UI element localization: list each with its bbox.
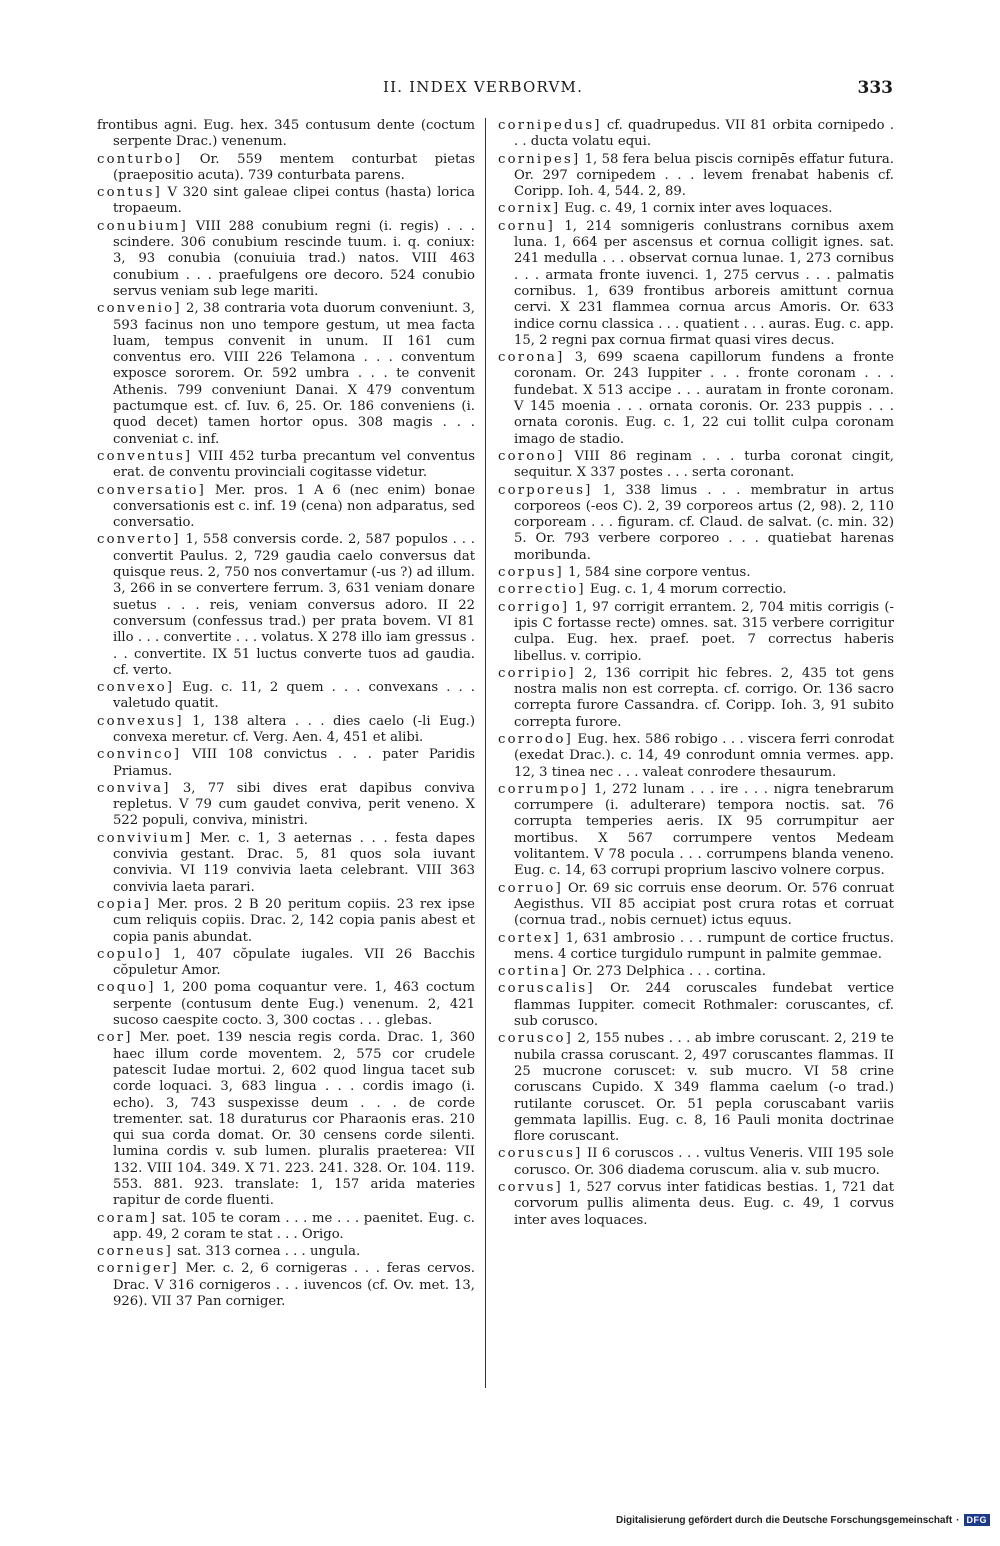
- headword: cor]: [97, 1030, 133, 1046]
- page-number: 333: [857, 78, 893, 98]
- index-entry: [97, 185, 475, 218]
- entry-text: sat. 313 cornea . . . ungula.: [172, 1244, 361, 1260]
- headword: correctio]: [498, 582, 586, 598]
- index-entry: [97, 152, 475, 185]
- entry-text: 1, 338 limus . . . membratur in artus corporeos (-eos C). 2, 39 corporeos artus (2, 98). 2, 110 corpoream . . . figuram. cf. Claud. de salvat. (c. min. 32) 5. Or. 793 verbere corporeo . . . quatiebat harenas moribunda.: [514, 482, 894, 563]
- headword: conviva]: [97, 780, 171, 796]
- headword: corono]: [498, 448, 565, 464]
- digitization-credit: Digitalisierung gefördert durch die Deutsche Forschungsgemeinschaft · DFG: [616, 1514, 990, 1526]
- headword: copulo]: [97, 946, 162, 962]
- index-entry: [97, 483, 475, 532]
- index-entry: [97, 219, 475, 300]
- entry-text: Mer. c. 1, 3 aeternas . . . festa dapes convivia gestant. Drac. 5, 81 quos sola iuvant convivia. VI 119 convivia laeta celebrant. VIII 363 convivia laeta parari.: [113, 830, 475, 895]
- headword: convenio]: [97, 301, 182, 317]
- headword: corripio]: [498, 665, 576, 681]
- index-entry: [97, 680, 475, 713]
- headword: cornipedus]: [498, 118, 602, 133]
- index-entry: [97, 118, 475, 151]
- index-entry: [97, 947, 475, 980]
- entry-text: Mer. pros. 2 B 20 peritum copiis. 23 rex ipse cum reliquis copiis. Drac. 2, 142 copia panis abest et copia panis abundat.: [113, 896, 475, 945]
- index-entry: [498, 565, 894, 581]
- entry-text: VIII 452 turba precantum vel conventus erat. de conventu provinciali cogitasse videtur.: [113, 448, 475, 481]
- index-entry: [498, 1031, 894, 1145]
- headword: convexus]: [97, 713, 184, 729]
- entry-text: 3, 699 scaena capillorum fundens a fronte coronam. Or. 243 Iuppiter . . . fronte coronam . . . fundebat. X 513 accipe . . . auratam in fronte coronam. V 145 moenia . . . ornata coronis. Or. 233 puppis . . . ornata coronis. Eug. c. 1, 22 cui tollit culpa coronam imago de stadio.: [514, 350, 894, 447]
- headword: cornu]: [498, 218, 555, 234]
- headword: cornix]: [498, 201, 561, 217]
- headword: cornipes]: [498, 151, 581, 167]
- headword: convinco]: [97, 747, 182, 763]
- headword: copia]: [97, 896, 152, 912]
- entry-text: VIII 108 convictus . . . pater Paridis Priamus.: [113, 747, 475, 779]
- right-column: [498, 118, 894, 1230]
- entry-text: Or. 69 sic corruis ense deorum. Or. 576 conruat Aegisthus. VII 85 accipiat post crura rotas et corruat (cornua trad., nobis cernuet) ictus equus.: [514, 880, 894, 929]
- entry-text: 1, 97 corrigit errantem. 2, 704 mitis corrigis (-ipis C fortasse recte) omnes. sat. 315 verbere corrigitur culpa. Eug. hex. praef. poet. 7 correctus haberis libellus. v. corripio.: [514, 599, 894, 664]
- entry-text: Eug. c. 49, 1 cornix inter aves loquaces.: [560, 201, 833, 217]
- entry-text: Or. 559 mentem conturbat pietas (praepositio acuta). 739 conturbata parens.: [113, 151, 475, 183]
- entry-text: Or. 244 coruscales fundebat vertice flammas Iuppiter. comecit Rothmaler: coruscantes, cf. sub corusco.: [514, 981, 894, 1030]
- index-entry: [97, 1030, 475, 1209]
- entry-text: Mer. c. 2, 6 cornigeras . . . feras cervos. Drac. V 316 cornigeros . . . iuvencos (cf. Ov. met. 13, 926). VII 37 Pan corniger.: [113, 1261, 475, 1310]
- headword: corusco]: [498, 1031, 573, 1047]
- index-entry: [97, 532, 475, 679]
- index-entry: [498, 350, 894, 448]
- headword: corrodo]: [498, 731, 573, 747]
- headword: coruscus]: [498, 1146, 583, 1162]
- entry-text: Or. 273 Delphica . . . cortina.: [568, 964, 766, 980]
- index-entry: [97, 747, 475, 780]
- entry-text: 1, 527 corvus inter fatidicas bestias. 1, 721 dat corvorum pullis alimenta deus. Eug. c. 49, 1 corvus inter aves loquaces.: [514, 1180, 894, 1228]
- entry-text: Mer. poet. 139 nescia regis corda. Drac. 1, 360 haec illum corde moventem. 2, 575 cor crudele patescit Iudae mortui. 2, 602 quod lingua tacet sub corde loquaci. 3, 683 lingua . . . cordis imago (i. echo). 3, 743 suspexisse deum . . . de corde trementer. sat. 18 duraturus cor Pharaonis eras. 210 qui sua corda domat. Or. 30 censens corde silenti. lumina cordis v. sub lumen. pluralis praeterea: VII 132. VIII 104. 349. X 71. 223. 241. 328. Or. 104. 119. 553. 881. 923. translate: 1, 157 arida materies rapitur de corde fluenti.: [113, 1030, 475, 1209]
- entry-text: frontibus agni. Eug. hex. 345 contusum dente (coctum serpente Drac.) venenum.: [97, 118, 475, 150]
- index-entry: [97, 831, 475, 896]
- index-entry: [498, 449, 894, 482]
- headword: convexo]: [97, 680, 175, 696]
- headword: corruo]: [498, 880, 563, 896]
- headword: conversatio]: [97, 482, 207, 498]
- index-entry: [498, 732, 894, 781]
- entry-text: 1, 214 somnigeris conlustrans cornibus axem luna. 1, 664 per ascensus et cornua colligit ignes. sat. 241 medulla . . . observat cornua lunae. 1, 273 cornibus . . . armata fronte iuvenci. 1, 275 cervus . . . palmatis cornibus. 1, 639 frontibus arboreis amittunt cornua cervi. X 231 flammea cornua arcus Amoris. Or. 633 indice cornu classica . . . quatient . . . auras. Eug. c. app. 15, 2 regni pax cornua firmat quasi vires decus.: [514, 218, 894, 348]
- entry-text: sat. 105 te coram . . . me . . . paenitet. Eug. c. app. 49, 2 coram te stat . . . Origo.: [113, 1210, 475, 1242]
- entry-text: cf. quadrupedus. VII 81 orbita cornipedo . . . ducta volatu equi.: [514, 118, 894, 150]
- index-entry: [97, 714, 475, 747]
- index-entry: [498, 582, 894, 598]
- entry-text: Eug. hex. 586 robigo . . . viscera ferri conrodat (exedat Drac.). c. 14, 49 conrodunt omnia vermes. app. 12, 3 tinea nec . . . valeat conrodere thesaurum.: [514, 731, 894, 780]
- headword: conubium]: [97, 218, 188, 234]
- running-header: [0, 78, 1000, 102]
- index-entry: [97, 1211, 475, 1244]
- entry-text: 2, 136 corripit hic febres. 2, 435 tot gens nostra malis non est correpta. cf. corrigo. Or. 136 sacro correpta furore Cassandra. cf. Coripp. Ioh. 3, 91 subito correpta furore.: [514, 665, 894, 730]
- headword: cortina]: [498, 964, 569, 980]
- entry-text: 1, 138 altera . . . dies caelo (-li Eug.) convexa meretur. cf. Verg. Aen. 4, 451 et alibi.: [113, 713, 475, 745]
- entry-text: Mer. pros. 1 A 6 (nec enim) bonae conversationis est c. inf. 19 (cena) non adparatus, sed conversatio.: [113, 482, 475, 531]
- index-entry: [97, 1261, 475, 1310]
- headword: corporeus]: [498, 482, 593, 498]
- column-divider: [485, 118, 486, 1388]
- headword: corrumpo]: [498, 781, 589, 797]
- entry-text: 1, 584 sine corpore ventus.: [563, 565, 751, 581]
- headword: converto]: [97, 532, 181, 548]
- index-entry: [498, 1180, 894, 1229]
- index-entry: [97, 980, 475, 1029]
- entry-text: 2, 155 nubes . . . ab imbre coruscant. 2, 219 te nubila crassa coruscant. 2, 497 coruscantes flammas. II 25 mucrone coruscet: v. sub mucro. VI 58 crine coruscans Cupido. X 349 flamma caelum (-o trad.) rutilante coruscet. Or. 51 pepla coruscabant variis gemmata lapillis. Eug. c. 8, 16 Pauli monita doctrinae flore coruscant.: [514, 1031, 894, 1145]
- headword: conturbo]: [97, 151, 183, 167]
- headword: convivium]: [97, 830, 193, 846]
- headword: conventus]: [97, 448, 193, 464]
- headword: coruscalis]: [498, 981, 595, 997]
- index-entry: [97, 449, 475, 482]
- index-entry: [498, 483, 894, 564]
- headword: corniger]: [97, 1261, 179, 1277]
- headword: coquo]: [97, 980, 156, 996]
- entry-text: Eug. c. 1, 4 morum correctio.: [585, 582, 787, 598]
- headword: corneus]: [97, 1244, 173, 1260]
- index-entry: [97, 1244, 475, 1260]
- left-column: [97, 118, 475, 1311]
- entry-text: VIII 288 conubium regni (i. regis) . . . scindere. 306 conubium rescinde tuum. i. q. coniux: 3, 93 conubia (conuiuia trad.) natos. VIII 463 conubium . . . praefulgens ore decoro. 524 conubio servus veniam sub lege mariti.: [113, 218, 475, 299]
- entry-text: 1, 58 fera belua piscis cornipēs effatur futura. Or. 297 cornipedem . . . levem frenabat habenis cf. Coripp. Ioh. 4, 544. 2, 89.: [514, 151, 894, 200]
- index-entry: [498, 152, 894, 201]
- index-entry: [498, 931, 894, 964]
- entry-text: V 320 sint galeae clipei contus (hasta) lorica tropaeum.: [113, 185, 475, 217]
- headword: corona]: [498, 350, 565, 366]
- index-entry: [498, 964, 894, 980]
- index-entry: [498, 219, 894, 349]
- index-entry: [498, 201, 894, 217]
- headword: cortex]: [498, 930, 561, 946]
- index-entry: [97, 897, 475, 946]
- entry-text: Eug. c. 11, 2 quem . . . convexans . . . valetudo quatit.: [113, 680, 475, 712]
- index-entry: [498, 118, 894, 151]
- entry-text: 1, 272 lunam . . . ire . . . nigra tenebrarum corrumpere (i. adulterare) tempora noctis. sat. 76 corrupta temperies aeris. IX 95 corrumpitur aer mortibus. X 567 corrumpere ventos Medeam volitantem. V 78 pocula . . . corrumpens blanda veneno. Eug. c. 14, 63 corrupi proprium lascivo volnere corpus.: [514, 781, 894, 879]
- headword: coram]: [97, 1210, 158, 1226]
- entry-text: II 6 coruscos . . . vultus Veneris. VIII 195 sole corusco. Or. 306 diadema coruscum. alia v. sub mucro.: [514, 1146, 894, 1178]
- index-entry: [97, 781, 475, 830]
- headword: corrigo]: [498, 599, 570, 615]
- entry-text: 1, 631 ambrosio . . . rumpunt de cortice fructus. mens. 4 cortice turgidulo rumpunt in palmite gemmae.: [514, 930, 894, 962]
- entry-text: 1, 200 poma coquantur vere. 1, 463 coctum serpente (contusum dente Eug.) venenum. 2, 421 sucoso caespite cocto. 3, 300 coctas . . . glebas.: [113, 980, 475, 1029]
- index-entry: [498, 881, 894, 930]
- index-entry: [97, 301, 475, 448]
- index-entry: [498, 782, 894, 880]
- dfg-logo: DFG: [964, 1514, 991, 1526]
- running-title: II. INDEX VERBORVM.: [383, 78, 584, 96]
- index-entry: [498, 600, 894, 665]
- headword: corpus]: [498, 565, 564, 581]
- entry-text: 1, 407 cŏpulate iugales. VII 26 Bacchis cŏpuletur Amor.: [113, 946, 475, 979]
- index-entry: [498, 1146, 894, 1179]
- index-entry: [498, 666, 894, 731]
- headword: contus]: [97, 185, 162, 201]
- entry-text: 1, 558 conversis corde. 2, 587 populos . . . convertit Paulus. 2, 729 gaudia caelo conversus dat quisque reus. 2, 750 nos convertamur (-us ?) ad illum. 3, 266 in se convertere ferrum. 3, 631 veniam donare suetus . . . reis, veniam conversus adoro. II 22 conversum (confessus trad.) per prata bovem. VI 81 illo . . . convertite . . . volatus. X 278 illo iam gressus . . . convertite. IX 51 luctus converte tuos ad gaudia. cf. verto.: [113, 532, 475, 678]
- credit-text: Digitalisierung gefördert durch die Deutsche Forschungsgemeinschaft: [615, 1514, 953, 1526]
- entry-text: VIII 86 reginam . . . turba coronat cingit, sequitur. X 337 postes . . . serta coronant.: [514, 448, 894, 481]
- headword: corvus]: [498, 1180, 563, 1195]
- index-entry: [498, 981, 894, 1030]
- entry-text: 2, 38 contraria vota duorum conveniunt. 3, 593 facinus non uno tempore gestum, ut mea facta luam, tempus convenit in unum. II 161 cum conventus ero. VIII 226 Telamona . . . conventum exposce sororem. Or. 592 umbra . . . te convenit Athenis. 799 conveniunt Danai. X 479 conventum pactumque est. cf. Iuv. 6, 25. Or. 186 conveniens (i. quod decet) tamen hortor opus. 308 magis . . . conveniat c. inf.: [113, 301, 475, 447]
- entry-text: 3, 77 sibi dives erat dapibus conviva repletus. V 79 cum gaudet conviva, perit veneno. X 522 populi, conviva, ministri.: [113, 780, 475, 829]
